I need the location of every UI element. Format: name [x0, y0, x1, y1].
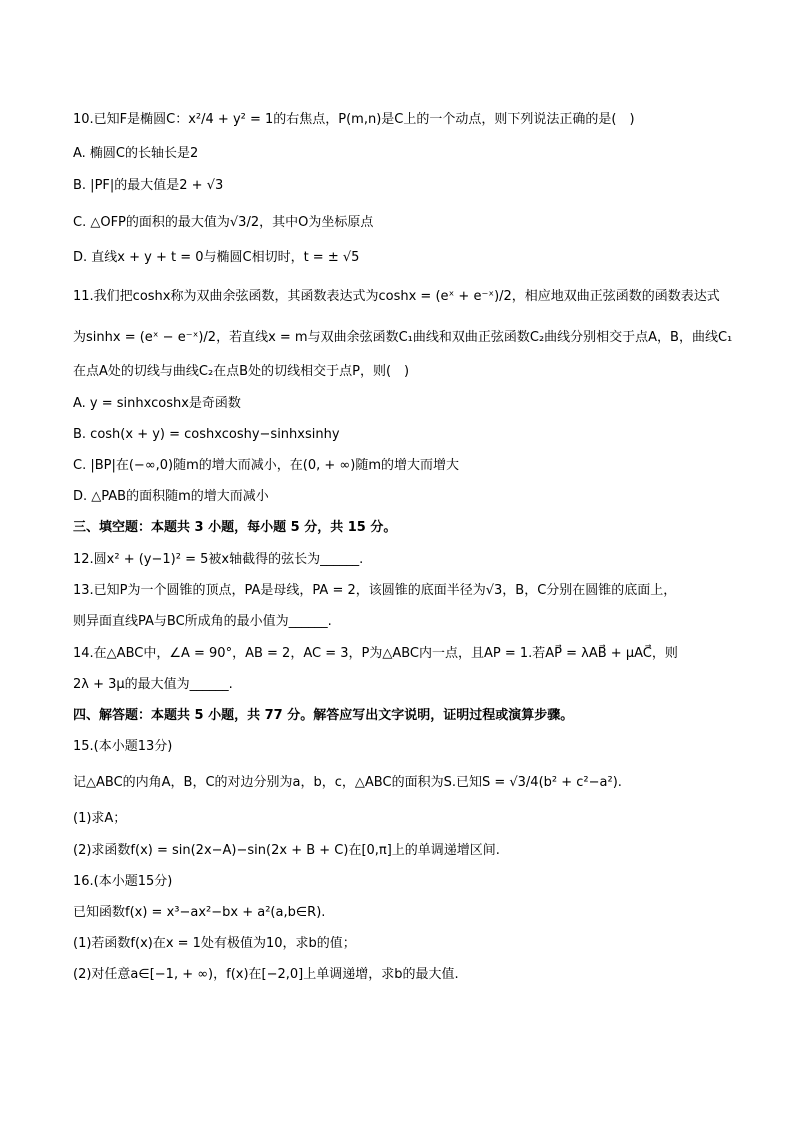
question-10-option-b: B. |PF|的最大值是2 + √3	[73, 178, 224, 193]
question-14-line-1: 14.在△ABC中，∠A = 90°，AB = 2，AC = 3，P为△ABC内一点，且AP = 1.若AP⃗ = λAB⃗ + μAC⃗，则	[73, 646, 678, 661]
question-13-line-2: 则异面直线PA与BC所成角的最小值为______.	[73, 614, 332, 629]
question-16-stem: 已知函数f(x) = x³−ax²−bx + a²(a,b∈R).	[73, 905, 326, 920]
question-16-header: 16.(本小题15分)	[73, 874, 173, 889]
question-15-part-1: (1)求A；	[73, 811, 127, 826]
section-heading-fill-in: 三、填空题：本题共 3 小题，每小题 5 分，共 15 分。	[73, 520, 397, 535]
question-13-line-1: 13.已知P为一个圆锥的顶点，PA是母线，PA = 2，该圆锥的底面半径为√3，B，C分别在圆锥的底面上，	[73, 583, 677, 598]
question-11-stem-line-1: 11.我们把coshx称为双曲余弦函数，其函数表达式为coshx = (eˣ + e⁻ˣ)/2，相应地双曲正弦函数的函数表达式	[73, 289, 720, 304]
question-12: 12.圆x² + (y−1)² = 5被x轴截得的弦长为______.	[73, 552, 364, 567]
question-11-option-a: A. y = sinhxcoshx是奇函数	[73, 396, 241, 411]
question-15-header: 15.(本小题13分)	[73, 739, 173, 754]
section-heading-solutions: 四、解答题：本题共 5 小题，共 77 分。解答应写出文字说明，证明过程或演算步骤。	[73, 708, 574, 723]
question-10-option-c: C. △OFP的面积的最大值为√3/2，其中O为坐标原点	[73, 215, 374, 230]
question-10-option-a: A. 椭圆C的长轴长是2	[73, 146, 199, 161]
question-11-stem-line-3: 在点A处的切线与曲线C₂在点B处的切线相交于点P，则( )	[73, 364, 410, 379]
question-15-stem: 记△ABC的内角A，B，C的对边分别为a，b，c，△ABC的面积为S.已知S = √3/4(b² + c²−a²).	[73, 775, 622, 790]
question-16-part-2: (2)对任意a∈[−1, + ∞)，f(x)在[−2,0]上单调递增，求b的最大值.	[73, 967, 459, 982]
question-11-option-b: B. cosh(x + y) = coshxcoshy−sinhxsinhy	[73, 427, 340, 442]
question-16-part-1: (1)若函数f(x)在x = 1处有极值为10，求b的值；	[73, 936, 356, 951]
question-10-option-d: D. 直线x + y + t = 0与椭圆C相切时，t = ± √5	[73, 250, 360, 265]
question-15-part-2: (2)求函数f(x) = sin(2x−A)−sin(2x + B + C)在[0,π]上的单调递增区间.	[73, 843, 500, 858]
question-14-line-2: 2λ + 3μ的最大值为______.	[73, 677, 233, 692]
question-11-option-d: D. △PAB的面积随m的增大而减小	[73, 489, 269, 504]
question-11-option-c: C. |BP|在(−∞,0)随m的增大而减小，在(0, + ∞)随m的增大而增大	[73, 458, 459, 473]
question-10-stem: 10.已知F是椭圆C：x²/4 + y² = 1的右焦点，P(m,n)是C上的一个动点，则下列说法正确的是( )	[73, 112, 635, 127]
question-11-stem-line-2: 为sinhx = (eˣ − e⁻ˣ)/2，若直线x = m与双曲余弦函数C₁曲线和双曲正弦函数C₂曲线分别相交于点A，B，曲线C₁	[73, 330, 733, 345]
